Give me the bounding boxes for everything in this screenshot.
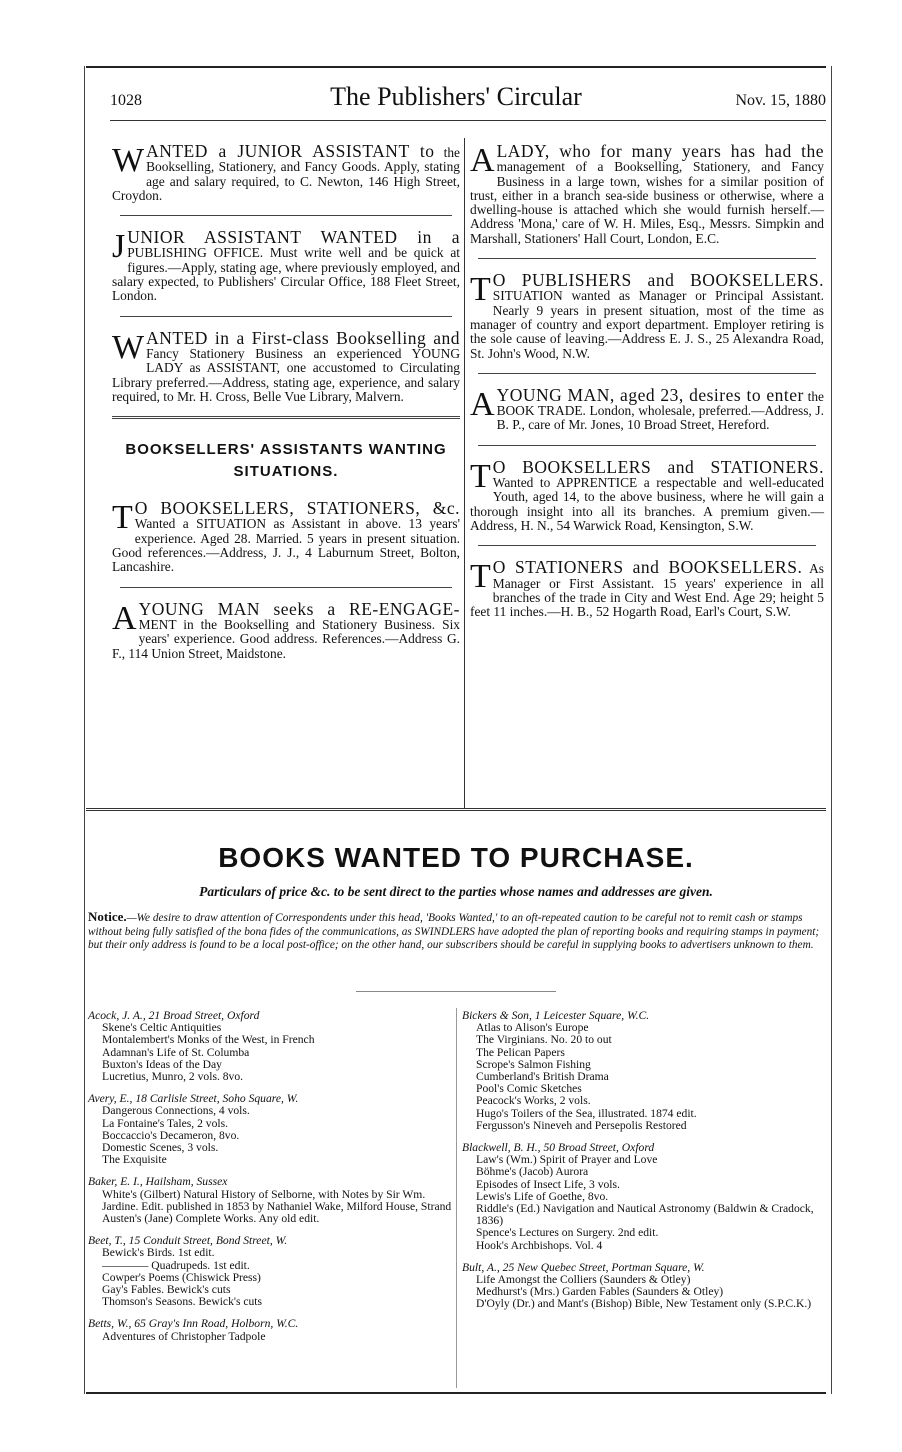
wanted-book: Montalembert's Monks of the West, in French bbox=[102, 1033, 315, 1047]
issue-date: Nov. 15, 1880 bbox=[735, 92, 826, 109]
wanted-book: Buxton's Ideas of the Day bbox=[102, 1057, 222, 1071]
wanted-book: The Virginians. No. 20 to out bbox=[476, 1033, 612, 1047]
ad-divider bbox=[120, 316, 452, 317]
advertisement bbox=[470, 557, 825, 620]
wanted-book: Atlas to Alison's Europe bbox=[476, 1021, 589, 1035]
bookseller-address: Betts, W., 65 Gray's Inn Road, Holborn, W.C. bbox=[88, 1317, 299, 1331]
advertisement bbox=[112, 498, 460, 575]
advertisement bbox=[112, 227, 460, 304]
bookseller-address: Bult, A., 25 New Quebec Street, Portman Square, W. bbox=[462, 1260, 705, 1274]
header-rule bbox=[110, 120, 826, 121]
ad-divider bbox=[478, 445, 816, 446]
drop-cap: T bbox=[470, 271, 491, 309]
column-separator bbox=[464, 138, 465, 808]
ad-divider bbox=[120, 587, 452, 588]
wanted-book: Episodes of Insect Life, 3 vols. bbox=[476, 1177, 620, 1191]
section-divider bbox=[112, 416, 460, 419]
ad-body: Wanted to APPRENTICE a respectable and well-educated Youth, aged 14, to the above business, where he will gain a thorough insight into all its branches. A premium given.—Address, H. N., 54 Warwick Road, Kensington, S.W. bbox=[470, 475, 824, 533]
publication-title: The Publishers' Circular bbox=[330, 82, 582, 111]
ad-lead: ANTED in a First-class Bookselling and bbox=[146, 327, 460, 348]
wanted-book: Scrope's Salmon Fishing bbox=[476, 1057, 591, 1071]
drop-cap: T bbox=[112, 499, 133, 537]
books-wanted-title: BOOKS WANTED TO PURCHASE. bbox=[218, 842, 694, 873]
ad-body: the BOOK TRADE. London, wholesale, preferred.—Address, J. B. P., care of Mr. Jones, 10 Broad Street, Hereford. bbox=[496, 388, 824, 433]
books-wanted-rule bbox=[86, 808, 826, 811]
drop-cap: A bbox=[470, 142, 495, 179]
bookseller-entry bbox=[462, 1010, 824, 1132]
drop-cap: A bbox=[112, 599, 137, 637]
ad-body: Wanted a SITUATION as Assistant in above. 13 years' experience. Aged 28. Married. 5 years in present situation. Good references.—Address, J. J., 4 Laburnum Street, Bolton, Lancashire. bbox=[112, 516, 460, 575]
wanted-book: Skene's Celtic Antiquities bbox=[102, 1021, 222, 1035]
drop-cap: W bbox=[112, 142, 145, 179]
ad-lead: YOUNG MAN seeks a RE-ENGAGE- bbox=[138, 598, 460, 619]
bookseller-entry bbox=[88, 1318, 454, 1342]
wanted-book: Riddle's (Ed.) Navigation and Nautical Astronomy (Baldwin & Cradock, 1836) bbox=[476, 1202, 814, 1228]
section-heading-line1: BOOKSELLERS' ASSISTANTS WANTING bbox=[125, 441, 447, 459]
top-border-rule bbox=[86, 66, 826, 68]
drop-cap: T bbox=[470, 558, 491, 596]
wanted-book: La Fontaine's Tales, 2 vols. bbox=[102, 1116, 229, 1130]
drop-cap: W bbox=[112, 328, 145, 366]
ad-lead: YOUNG MAN, aged 23, desires to enter bbox=[496, 384, 804, 405]
wanted-book: D'Oyly (Dr.) and Mant's (Bishop) Bible, New Testament only (S.P.C.K.) bbox=[476, 1297, 812, 1311]
ad-divider bbox=[478, 373, 816, 374]
ad-divider bbox=[478, 258, 816, 259]
wanted-book: Gay's Fables. Bewick's cuts bbox=[102, 1283, 231, 1297]
advertisement bbox=[112, 598, 460, 661]
ad-body: As Manager or First Assistant. 15 years' experience in all branches of the trade in City and West End. Age 29; height 5 feet 11 inches.—H. B., 52 Hogarth Road, Earl's Court, S.W. bbox=[470, 561, 825, 620]
ad-body: the Bookselling, Stationery, and Fancy Goods. Apply, stating age and salary required, to C. Newton, 146 High Street, Croydon. bbox=[112, 145, 460, 203]
wanted-book: Pool's Comic Sketches bbox=[476, 1082, 582, 1096]
notice-label: Notice. bbox=[88, 909, 127, 924]
ad-divider bbox=[478, 545, 816, 546]
advertisement bbox=[470, 384, 824, 433]
ad-lead: LADY, who for many years has had the bbox=[496, 141, 824, 161]
page-header bbox=[86, 82, 826, 112]
bookseller-entry bbox=[88, 1176, 454, 1225]
advertisement bbox=[470, 270, 824, 361]
advertisement bbox=[470, 141, 824, 246]
wanted-book: Hook's Archbishops. Vol. 4 bbox=[476, 1238, 603, 1252]
wanted-book: Spence's Lectures on Surgery. 2nd edit. bbox=[476, 1226, 659, 1240]
wanted-book: Bewick's Birds. 1st edit. bbox=[102, 1246, 215, 1260]
drop-cap: A bbox=[470, 385, 495, 423]
bookseller-entry bbox=[462, 1262, 824, 1311]
wanted-book: The Pelican Papers bbox=[476, 1045, 565, 1059]
ad-lead: ANTED a JUNIOR ASSISTANT to bbox=[146, 141, 435, 161]
bottom-border-rule bbox=[86, 1392, 826, 1394]
wanted-book: Dangerous Connections, 4 vols. bbox=[102, 1104, 250, 1118]
section-heading bbox=[112, 439, 460, 483]
left-column bbox=[112, 141, 460, 671]
bookseller-address: Blackwell, B. H., 50 Broad Street, Oxford bbox=[462, 1141, 655, 1155]
ad-lead: O BOOKSELLERS, STATIONERS, &c. bbox=[134, 498, 460, 519]
section-heading-line2: SITUATIONS. bbox=[233, 463, 339, 481]
wanted-book: Peacock's Works, 2 vols. bbox=[476, 1094, 591, 1108]
ad-body: management of a Bookselling, Stationery, and Fancy Business in a large town, wishes for a similar position of trust, either in a branch sea-side business or otherwise, where a dwelling-house is attached which she would furnish herself.—Address 'Mona,' care of W. H. Miles, Esq., Messrs. Simpkin and Marshall, Stationers' Hall Court, London, E.C. bbox=[470, 159, 824, 246]
wanted-book: Boccaccio's Decameron, 8vo. bbox=[102, 1128, 240, 1142]
bookseller-address: Acock, J. A., 21 Broad Street, Oxford bbox=[88, 1009, 260, 1022]
wanted-book: Austen's (Jane) Complete Works. Any old edit. bbox=[102, 1212, 320, 1226]
ad-body: PUBLISHING OFFICE. Must write well and be quick at figures.—Apply, stating age, where previously employed, and salary expected, to Publishers' Circular Office, 188 Fleet Street, London. bbox=[112, 245, 460, 304]
wanted-book: Life Amongst the Colliers (Saunders & Otley) bbox=[476, 1273, 691, 1287]
ad-body: SITUATION wanted as Manager or Principal Assistant. Nearly 9 years in present situation, most of the time as manager of country and export department. Employer retiring is the sole cause of leaving.—Address E. J. S., 25 Alexandra Road, St. John's Wood, N.W. bbox=[470, 288, 824, 361]
list-column-separator bbox=[456, 1008, 457, 1388]
wanted-book: Cumberland's British Drama bbox=[476, 1070, 609, 1084]
wanted-book: Hugo's Toilers of the Sea, illustrated. 1874 edit. bbox=[476, 1106, 697, 1120]
wanted-book: Cowper's Poems (Chiswick Press) bbox=[102, 1270, 261, 1284]
wanted-book: White's (Gilbert) Natural History of Selborne, with Notes by Sir Wm. Jardine. Edit. published in 1853 by Nathaniel Wake, Milford House, Strand bbox=[102, 1187, 452, 1213]
notice-paragraph bbox=[88, 910, 826, 953]
advertisement bbox=[470, 456, 824, 533]
wanted-book: Lucretius, Munro, 2 vols. 8vo. bbox=[102, 1070, 244, 1084]
bookseller-entry bbox=[88, 1235, 454, 1308]
bookseller-address: Beet, T., 15 Conduit Street, Bond Street, W. bbox=[88, 1234, 288, 1248]
right-books-list bbox=[462, 1010, 824, 1321]
notice-text: —We desire to draw attention of Correspondents under this head, 'Books Wanted,' to an oft-repeated caution to be careful not to remit cash or stamps without being fully satisfied of the bona fides of the communications, as SWINDLERS have adopted the plan of reporting books and requiring stamps in payment; but their only address is found to be a local post-office; on the other hand, our subscribers should be careful in supplying books to advertisers unknown to them. bbox=[88, 912, 820, 951]
page-number: 1028 bbox=[110, 92, 142, 109]
wanted-book: ———— Quadrupeds. 1st edit. bbox=[102, 1258, 250, 1272]
bookseller-entry bbox=[88, 1010, 454, 1083]
advertisement bbox=[112, 327, 460, 404]
left-books-list bbox=[88, 1010, 454, 1353]
drop-cap: T bbox=[470, 457, 491, 495]
wanted-book: Böhme's (Jacob) Aurora bbox=[476, 1165, 589, 1179]
books-wanted-particulars: Particulars of price &c. to be sent direct to the parties whose names and addresses are given. bbox=[199, 884, 713, 899]
ad-lead: O STATIONERS and BOOKSELLERS. bbox=[492, 557, 803, 578]
left-border-rule bbox=[84, 66, 85, 1394]
ad-lead: O BOOKSELLERS and STATIONERS. bbox=[492, 456, 824, 477]
ad-lead: UNIOR ASSISTANT WANTED in a bbox=[127, 227, 460, 248]
right-border-rule bbox=[831, 66, 832, 1394]
wanted-book: The Exquisite bbox=[102, 1153, 167, 1167]
advertisement bbox=[112, 141, 460, 203]
notice-rule bbox=[356, 991, 556, 992]
bookseller-entry bbox=[462, 1142, 824, 1252]
ad-divider bbox=[120, 215, 452, 216]
wanted-book: Domestic Scenes, 3 vols. bbox=[102, 1141, 219, 1155]
drop-cap: J bbox=[112, 228, 126, 266]
wanted-book: Adventures of Christopher Tadpole bbox=[102, 1329, 266, 1343]
wanted-book: Lewis's Life of Goethe, 8vo. bbox=[476, 1189, 609, 1203]
ad-lead: O PUBLISHERS and BOOKSELLERS. bbox=[492, 270, 824, 291]
wanted-book: Thomson's Seasons. Bewick's cuts bbox=[102, 1295, 263, 1309]
wanted-book: Fergusson's Nineveh and Persepolis Restored bbox=[476, 1118, 687, 1132]
newspaper-page bbox=[86, 52, 826, 1394]
bookseller-entry bbox=[88, 1093, 454, 1166]
wanted-book: Law's (Wm.) Spirit of Prayer and Love bbox=[476, 1153, 658, 1167]
bookseller-address: Baker, E. I., Hailsham, Sussex bbox=[88, 1175, 228, 1189]
wanted-book: Medhurst's (Mrs.) Garden Fables (Saunders & Otley) bbox=[476, 1285, 724, 1299]
bookseller-address: Bickers & Son, 1 Leicester Square, W.C. bbox=[462, 1009, 650, 1022]
ad-body: Fancy Stationery Business an experienced YOUNG LADY as ASSISTANT, one accustomed to Circulating Library preferred.—Address, stating age, experience, and salary required, to Mr. H. Cross, Belle Vue Library, Malvern. bbox=[112, 345, 460, 404]
right-column bbox=[470, 141, 825, 629]
wanted-book: Adamnan's Life of St. Columba bbox=[102, 1045, 250, 1059]
bookseller-address: Avery, E., 18 Carlisle Street, Soho Square, W. bbox=[88, 1092, 299, 1106]
ad-body: MENT in the Bookselling and Stationery Business. Six years' experience. Good address. References.—Address G. F., 114 Union Street, Maidstone. bbox=[112, 616, 460, 661]
